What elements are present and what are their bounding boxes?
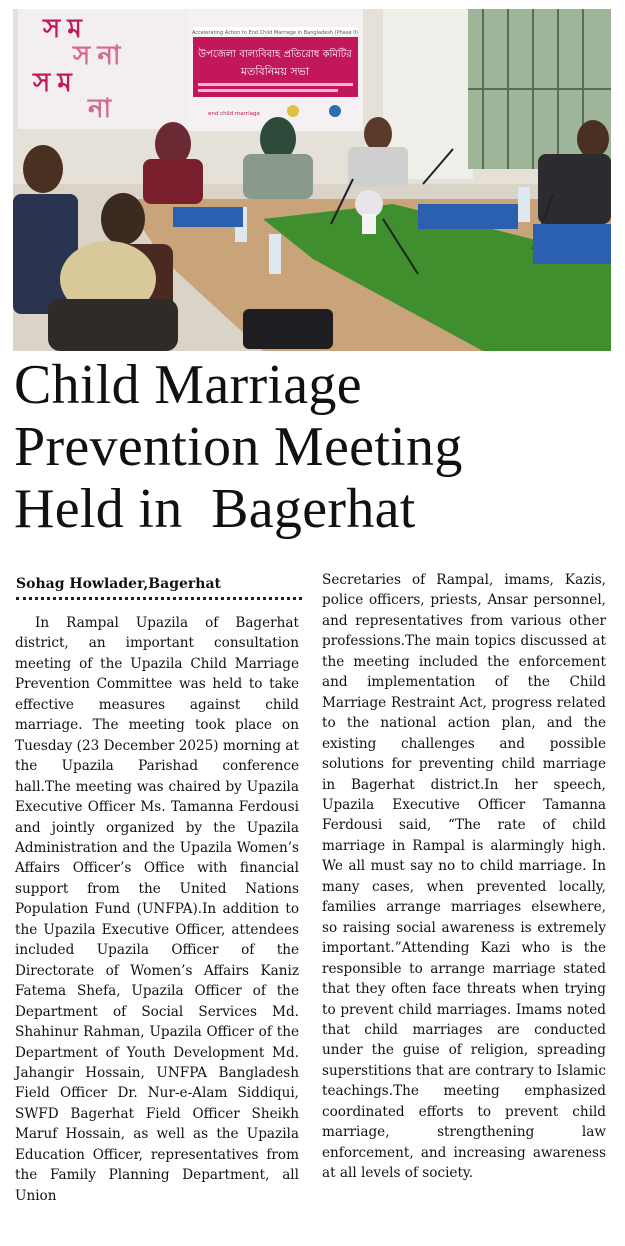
unfpa-logo-icon	[329, 105, 341, 117]
article-body-left-column	[15, 613, 299, 1206]
banner-logo-text: end child marriage	[208, 111, 260, 117]
headline-line-2: Prevention Meeting	[14, 416, 463, 478]
banner-title-bn-1: উপজেলা বাল্যবিবাহ প্রতিরোধ কমিটির	[198, 49, 352, 60]
banner-left-letters-4: না	[88, 93, 112, 123]
article-headline	[14, 354, 614, 540]
headline-line-1: Child Marriage	[14, 354, 362, 416]
article-byline: Sohag Howlader,Bagerhat	[16, 576, 221, 592]
banner-left-letters: স ম	[43, 13, 82, 43]
banner-seal-icon	[287, 105, 299, 117]
meeting-photo-illustration	[13, 9, 611, 351]
byline-divider	[16, 597, 302, 600]
banner-title-bn-2: মতবিনিময় সভা	[240, 65, 310, 78]
article-body-right-column	[322, 570, 606, 1184]
banner-left-letters-3: স ম	[33, 67, 72, 97]
headline-line-3: Held in Bagerhat	[14, 478, 416, 540]
news-photo	[13, 9, 611, 351]
banner-left-letters-2: স না	[73, 40, 121, 70]
body-paragraph-right: Secretaries of Rampal, imams, Kazis, police officers, priests, Ansar personnel, and representatives from various other professions.The main topics discussed at the meeting included the enforcement and implementation of the Child Marriage Restraint Act, progress related to the national action plan, and the existing challenges and possible solutions for preventing child marriage in Bagerhat district.In her speech, Upazila Executive Officer Tamanna Ferdousi said, “The rate of child marriage in Rampal is alarmingly high. We all must say no to child marriage. In many cases, when prevented locally, families arrange marriages elsewhere, so raising social awareness is extremely important.”Attending Kazi who is the responsible to arrange marriage stated that they often face threats when trying to prevent child marriages. Imams noted that child marriages are conducted under the guise of religion, spreading superstitions that are contrary to Islamic teachings.The meeting emphasized coordinated efforts to prevent child marriage, strengthening law enforcement, and increasing awareness at all levels of society.	[322, 572, 606, 1182]
body-paragraph-left: In Rampal Upazila of Bagerhat district, an important consultation meeting of the Upazila Child Marriage Prevention Committee was held to take effective measures against child marriage. The meeting took place on Tuesday (23 December 2025) morning at the Upazila Parishad conference hall.The meeting was chaired by Upazila Executive Officer Ms. Tamanna Ferdousi and jointly organized by the Upazila Administration and the Upazila Women’s Affairs Officer’s Office with financial support from the United Nations Population Fund (UNFPA).In addition to the Upazila Executive Officer, attendees included Upazila Officer of the Directorate of Women’s Affairs Kaniz Fatema Shefa, Upazila Officer of the Department of Social Services Md. Shahinur Rahman, Upazila Officer of the Department of Youth Development Md. Jahangir Hossain, UNFPA Bangladesh Field Officer Dr. Nur-e-Alam Siddiqui, SWFD Bagerhat Field Officer Sheikh Maruf Hossain, as well as the Upazila Education Officer, representatives from the Family Planning Department, all Union	[15, 615, 299, 1204]
banner-top-line: Accelerating Action to End Child Marriage in Bangladesh (Phase II)	[191, 30, 359, 36]
